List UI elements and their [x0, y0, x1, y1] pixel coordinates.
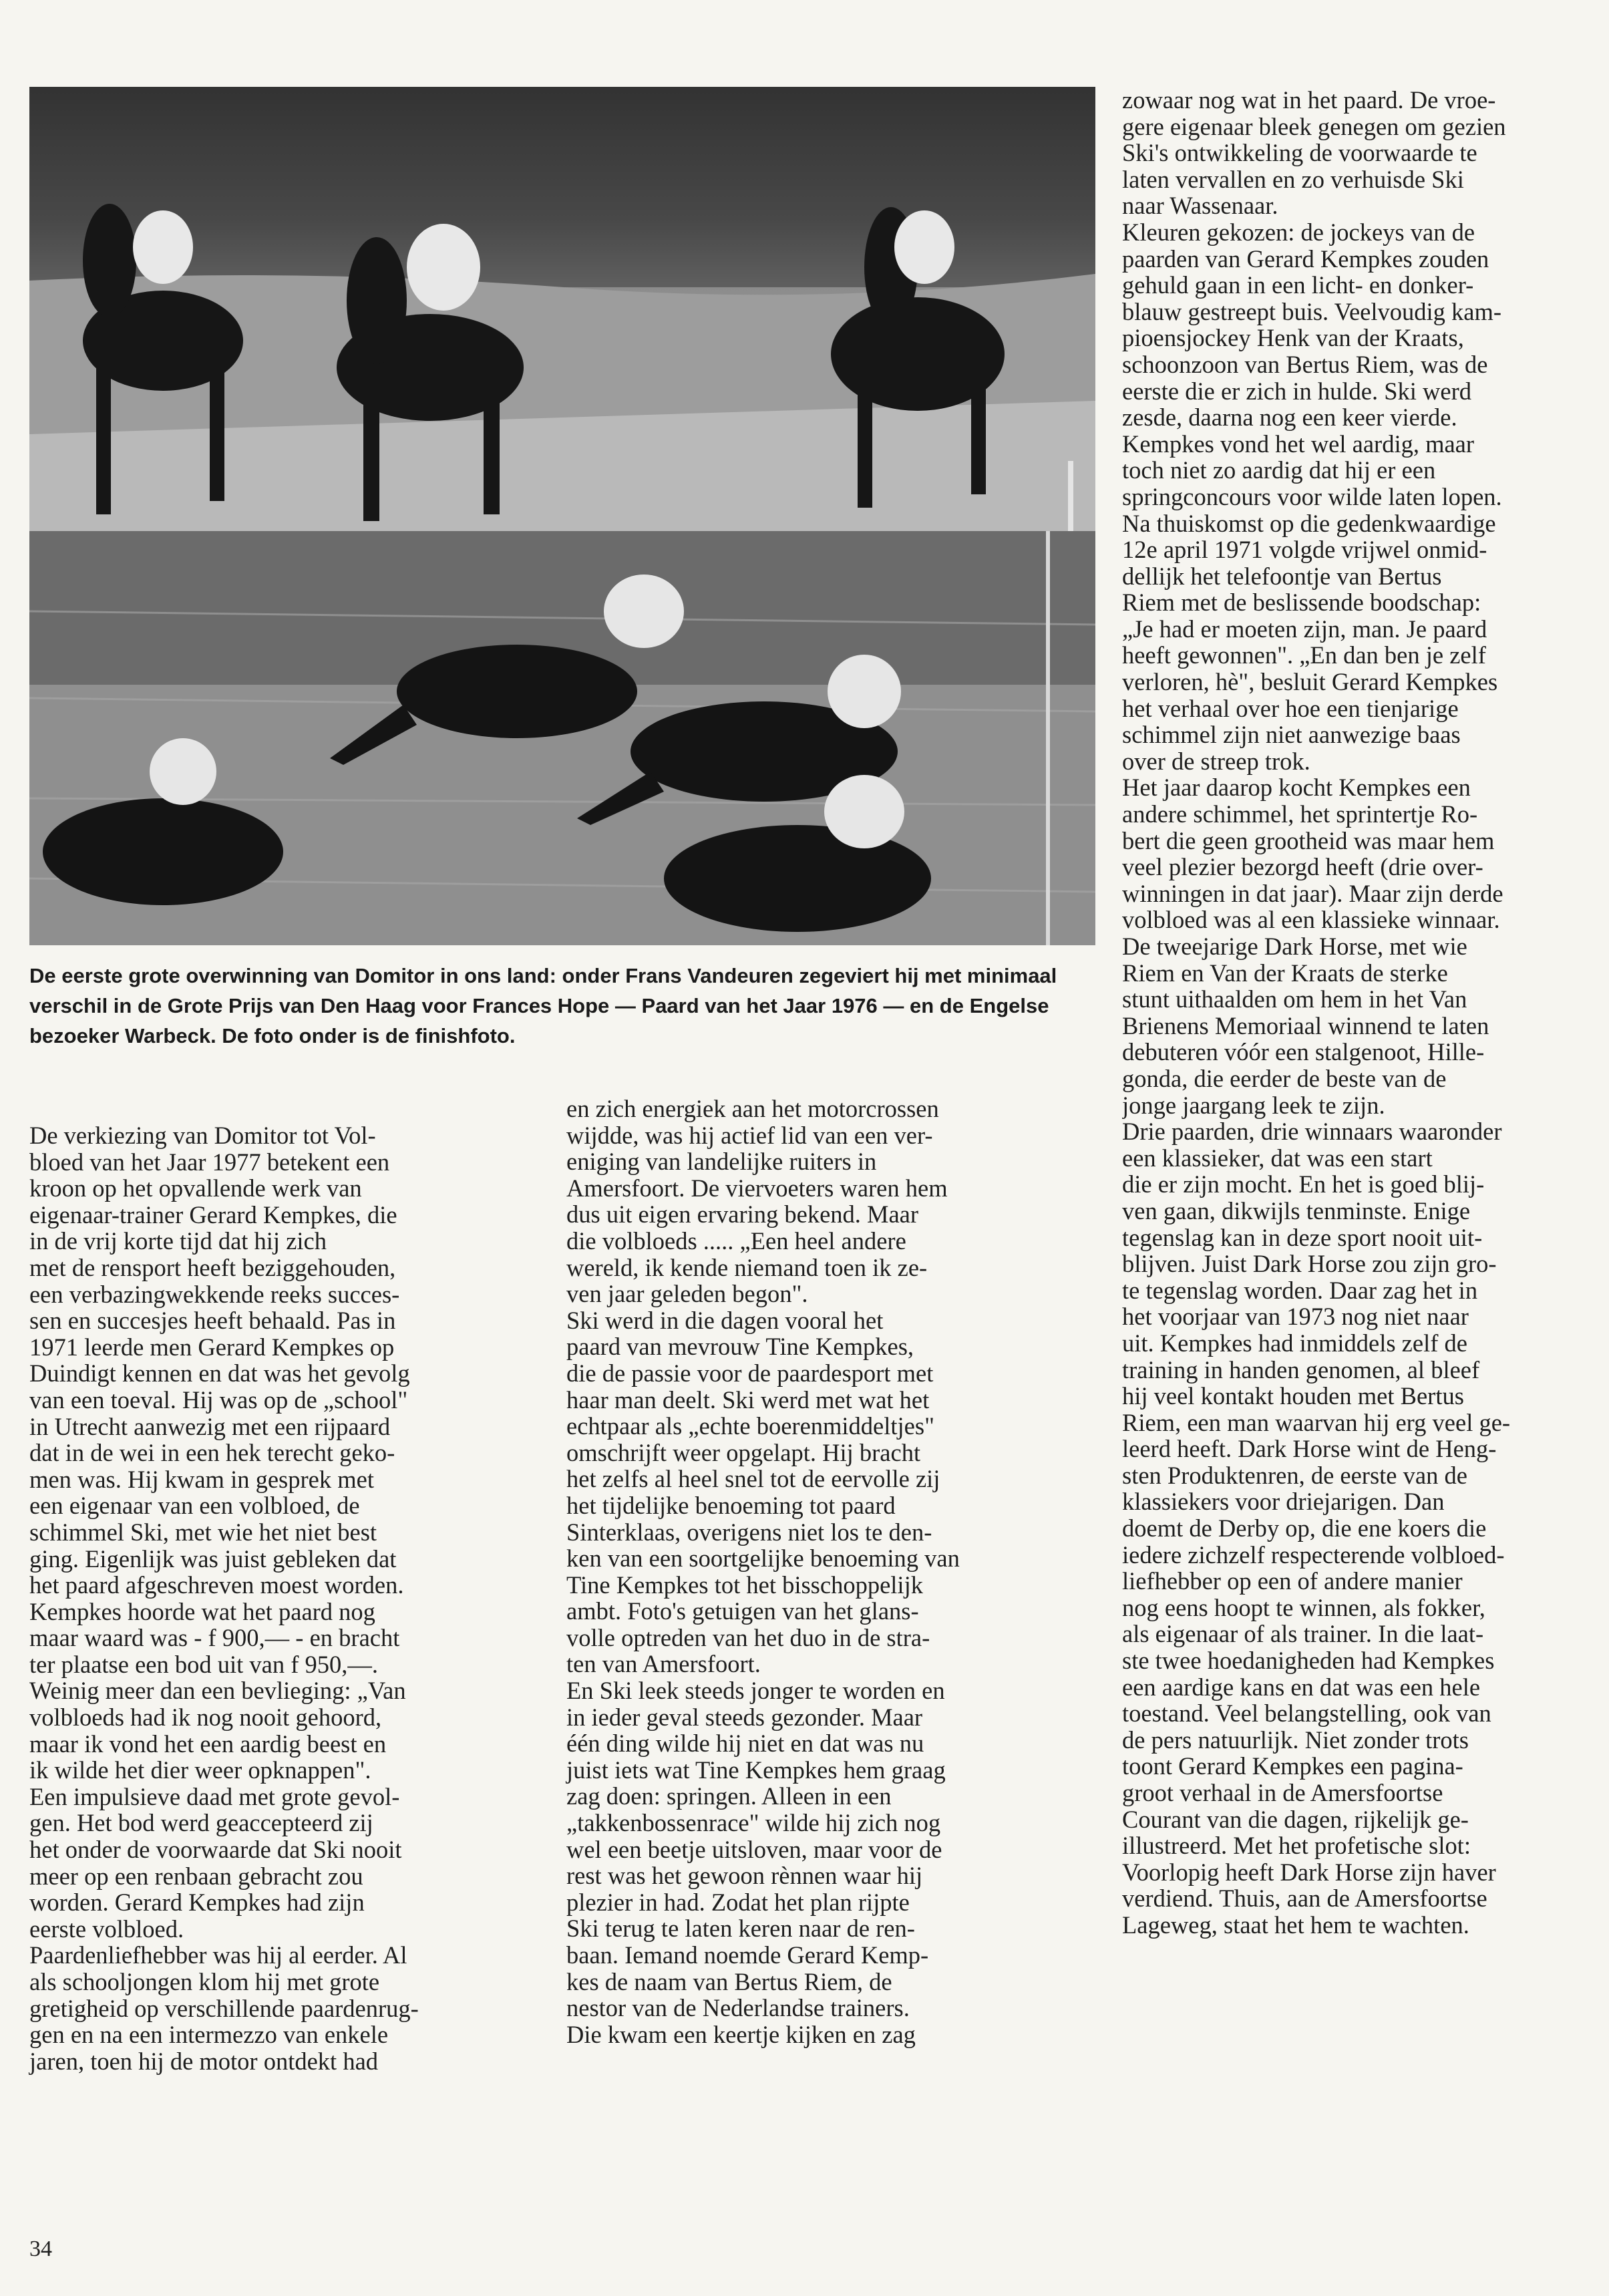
- article-line: Ski's ontwikkeling de voorwaarde te: [1122, 139, 1477, 167]
- article-line: Een impulsieve daad met grote gevol-: [29, 1782, 400, 1810]
- article-line: zowaar nog wat in het paard. De vroe-: [1122, 87, 1496, 114]
- article-line: het voorjaar van 1973 nog niet naar: [1122, 1303, 1469, 1331]
- article-line: heeft gewonnen". „En dan ben je zelf: [1122, 641, 1486, 669]
- article-line: jaren, toen hij de motor ontdekt had: [29, 2047, 379, 2075]
- article-line: wereld, ik kende niemand toen ik ze-: [566, 1253, 928, 1281]
- article-line: met de rensport heeft beziggehouden,: [29, 1253, 396, 1281]
- article-line: Lageweg, staat het hem te wachten.: [1122, 1911, 1469, 1939]
- article-line: gonda, die eerder de beste van de: [1122, 1064, 1447, 1092]
- article-line: eerste die er zich in hulde. Ski werd: [1122, 377, 1471, 405]
- article-line: andere schimmel, het sprintertje Ro-: [1122, 800, 1478, 828]
- finish-photo: [29, 531, 1095, 945]
- article-line: die volbloeds ..... „Een heel andere: [566, 1226, 906, 1255]
- article-line: uit. Kempkes had inmiddels zelf de: [1122, 1329, 1467, 1357]
- article-line: de pers natuurlijk. Niet zonder trots: [1122, 1726, 1469, 1754]
- article-line: leerd heeft. Dark Horse wint de Heng-: [1122, 1435, 1497, 1463]
- article-line: eniging van landelijke ruiters in: [566, 1148, 877, 1176]
- article-line: gretigheid op verschillende paardenrug-: [29, 1994, 419, 2022]
- article-line: jonge jaargang leek te zijn.: [1122, 1091, 1385, 1119]
- article-line: Weinig meer dan een bevlieging: „Van: [29, 1677, 406, 1705]
- article-line: Brienens Memoriaal winnend te laten: [1122, 1011, 1489, 1039]
- article-line: iedere zichzelf respecterende volbloed-: [1122, 1540, 1505, 1569]
- article-line: volle optreden van het duo in de stra-: [566, 1623, 930, 1651]
- article-line: in ieder geval steeds gezonder. Maar: [566, 1703, 923, 1731]
- article-line: te tegenslag worden. Daar zag het in: [1122, 1276, 1478, 1304]
- page-number: 34: [29, 2237, 52, 2261]
- article-line: Riem en Van der Kraats de sterke: [1122, 959, 1448, 987]
- article-line: echtpaar als „echte boerenmiddeltjes": [566, 1412, 934, 1440]
- article-line: verdiend. Thuis, aan de Amersfoortse: [1122, 1884, 1487, 1913]
- article-line: ten van Amersfoort.: [566, 1650, 761, 1678]
- article-line: stunt uithaalden om hem in het Van: [1122, 985, 1467, 1013]
- article-line: hij veel kontakt houden met Bertus: [1122, 1382, 1464, 1410]
- article-line: „Je had er moeten zijn, man. Je paard: [1122, 615, 1487, 643]
- article-line: in Utrecht aanwezig met een rijpaard: [29, 1412, 391, 1440]
- article-line: nog eens hoopt te winnen, als fokker,: [1122, 1593, 1485, 1621]
- article-line: paard van mevrouw Tine Kempkes,: [566, 1333, 914, 1361]
- article-line: nestor van de Nederlandse trainers.: [566, 1994, 910, 2022]
- article-line: in de vrij korte tijd dat hij zich: [29, 1227, 327, 1255]
- article-line: blijven. Juist Dark Horse zou zijn gro-: [1122, 1250, 1497, 1278]
- article-column-3: [1122, 87, 1609, 1939]
- article-line: Tine Kempkes tot het bisschoppelijk: [566, 1571, 923, 1599]
- article-line: omschrijft weer opgelapt. Hij bracht: [566, 1438, 921, 1466]
- article-line: Amersfoort. De viervoeters waren hem: [566, 1174, 948, 1202]
- article-line: illustreerd. Met het profetische slot:: [1122, 1832, 1471, 1860]
- article-line: Sinterklaas, overigens niet los te den-: [566, 1518, 932, 1546]
- article-line: meer op een renbaan gebracht zou: [29, 1862, 363, 1890]
- article-line: dellijk het telefoontje van Bertus: [1122, 562, 1442, 590]
- article-line: dus uit eigen ervaring bekend. Maar: [566, 1200, 919, 1228]
- article-line: bloed van het Jaar 1977 betekent een: [29, 1148, 390, 1176]
- article-line: zag doen: springen. Alleen in een: [566, 1782, 892, 1810]
- article-line: „takkenbossenrace" wilde hij zich nog: [566, 1809, 941, 1837]
- article-line: De verkiezing van Domitor tot Vol-: [29, 1122, 376, 1149]
- article-line: ter plaatse een bod uit van f 950,—.: [29, 1650, 378, 1678]
- article-line: bert die geen grootheid was maar hem: [1122, 826, 1495, 854]
- article-line: plezier in had. Zodat het plan rijpte: [566, 1888, 910, 1916]
- article-line: gehuld gaan in een licht- en donker-: [1122, 271, 1474, 299]
- article-line: laten vervallen en zo verhuisde Ski: [1122, 165, 1464, 193]
- article-line: kroon op het opvallende werk van: [29, 1174, 362, 1202]
- article-column-1: [29, 1122, 537, 2074]
- article-line: klassiekers voor driejarigen. Dan: [1122, 1488, 1445, 1516]
- article-line: toch niet zo aardig dat hij er een: [1122, 456, 1436, 484]
- article-line: schimmel zijn niet aanwezige baas: [1122, 721, 1461, 749]
- article-line: eigenaar-trainer Gerard Kempkes, die: [29, 1200, 397, 1228]
- article-line: Duindigt kennen en dat was het gevolg: [29, 1359, 410, 1387]
- article-line: Het jaar daarop kocht Kempkes een: [1122, 774, 1471, 802]
- article-line: winningen in dat jaar). Maar zijn derde: [1122, 879, 1503, 907]
- article-line: Kleuren gekozen: de jockeys van de: [1122, 218, 1475, 246]
- article-line: Paardenliefhebber was hij al eerder. Al: [29, 1941, 407, 1969]
- article-line: een verbazingwekkende reeks succes-: [29, 1280, 400, 1308]
- article-column-2: [566, 1096, 1087, 2047]
- article-line: pioensjockey Henk van der Kraats,: [1122, 324, 1464, 352]
- article-line: verloren, hè", besluit Gerard Kempkes: [1122, 668, 1498, 696]
- article-line: als schooljongen klom hij met grote: [29, 1968, 380, 1995]
- article-line: toont Gerard Kempkes een pagina-: [1122, 1752, 1463, 1780]
- article-line: haar man deelt. Ski werd met wat het: [566, 1385, 930, 1414]
- article-line: gen en na een intermezzo van enkele: [29, 2021, 389, 2049]
- article-line: het onder de voorwaarde dat Ski nooit: [29, 1836, 402, 1864]
- article-line: rest was het gewoon rènnen waar hij: [566, 1862, 923, 1890]
- article-line: 1971 leerde men Gerard Kempkes op: [29, 1333, 395, 1361]
- article-line: ik wilde het dier weer opknappen".: [29, 1756, 371, 1784]
- article-line: ven jaar geleden begon".: [566, 1280, 808, 1308]
- article-line: liefhebber op een of andere manier: [1122, 1567, 1463, 1595]
- article-line: groot verhaal in de Amersfoortse: [1122, 1779, 1443, 1806]
- article-line: debuteren vóór een stalgenoot, Hille-: [1122, 1038, 1485, 1066]
- article-line: één ding wilde hij niet en dat was nu: [566, 1730, 924, 1758]
- article-line: wel een beetje uitsloven, maar voor de: [566, 1835, 942, 1863]
- article-line: Riem met de beslissende boodschap:: [1122, 589, 1481, 617]
- article-line: schoonzoon van Bertus Riem, was de: [1122, 350, 1488, 378]
- article-line: maar waard was - f 900,— - en bracht: [29, 1624, 400, 1652]
- article-line: De tweejarige Dark Horse, met wie: [1122, 933, 1467, 960]
- article-line: sen en succesjes heeft behaald. Pas in: [29, 1307, 396, 1335]
- article-line: over de streep trok.: [1122, 747, 1310, 775]
- article-line: Die kwam een keertje kijken en zag: [566, 2020, 916, 2048]
- article-line: Ski werd in die dagen vooral het: [566, 1306, 884, 1334]
- article-line: veel plezier bezorgd heeft (drie over-: [1122, 853, 1483, 881]
- article-line: doemt de Derby op, die ene koers die: [1122, 1514, 1487, 1542]
- article-line: het verhaal over hoe een tienjarige: [1122, 694, 1459, 722]
- article-line: maar ik vond het een aardig beest en: [29, 1730, 387, 1758]
- article-line: en zich energiek aan het motorcrossen: [566, 1095, 939, 1122]
- article-line: kes de naam van Bertus Riem, de: [566, 1967, 892, 1995]
- article-line: blauw gestreept buis. Veelvoudig kam-: [1122, 297, 1501, 325]
- article-line: een aardige kans en dat was een hele: [1122, 1673, 1481, 1701]
- article-line: die er zijn mocht. En het is goed blij-: [1122, 1170, 1485, 1198]
- article-line: als eigenaar of als trainer. In die laat-: [1122, 1620, 1484, 1648]
- article-line: Kempkes vond het wel aardig, maar: [1122, 430, 1475, 458]
- article-line: En Ski leek steeds jonger te worden en: [566, 1677, 945, 1705]
- article-line: het tijdelijke benoeming tot paard: [566, 1491, 896, 1519]
- article-line: Ski terug te laten keren naar de ren-: [566, 1915, 915, 1943]
- article-line: training in handen genomen, al bleef: [1122, 1355, 1480, 1383]
- article-line: wijdde, was hij actief lid van een ver-: [566, 1121, 933, 1149]
- article-line: men was. Hij kwam in gesprek met: [29, 1465, 374, 1493]
- article-line: volbloed was al een klassieke winnaar.: [1122, 906, 1500, 934]
- article-line: zesde, daarna nog een keer vierde.: [1122, 403, 1457, 432]
- photo-caption: De eerste grote overwinning van Domitor in ons land: onder Frans Vandeuren zegeviert hij met minimaal verschil in de Grote Prijs van Den Haag voor Frances Hope — Paard van het Jaar 1976 — en de Engelse bezoeker Warbeck. De foto onder is de finishfoto.: [29, 964, 1057, 1047]
- article-line: een klassieker, dat was een start: [1122, 1144, 1433, 1172]
- race-photo-top: [29, 87, 1095, 531]
- article-line: ging. Eigenlijk was juist gebleken dat: [29, 1544, 397, 1573]
- article-line: gere eigenaar bleek genegen om gezien: [1122, 112, 1506, 140]
- article-line: tegenslag kan in deze sport nooit uit-: [1122, 1223, 1483, 1251]
- article-line: een eigenaar van een volbloed, de: [29, 1492, 360, 1520]
- article-line: ven gaan, dikwijls tenminste. Enige: [1122, 1196, 1471, 1224]
- article-line: eerste volbloed.: [29, 1915, 184, 1943]
- article-line: Riem, een man waarvan hij erg veel ge-: [1122, 1408, 1511, 1436]
- article-line: juist iets wat Tine Kempkes hem graag: [566, 1756, 946, 1784]
- article-line: baan. Iemand noemde Gerard Kemp-: [566, 1941, 929, 1969]
- article-line: dat in de wei in een hek terecht geko-: [29, 1439, 395, 1467]
- article-line: het paard afgeschreven moest worden.: [29, 1571, 404, 1599]
- article-line: Na thuiskomst op die gedenkwaardige: [1122, 509, 1496, 537]
- article-line: naar Wassenaar.: [1122, 192, 1278, 220]
- article-line: ambt. Foto's getuigen van het glans-: [566, 1597, 919, 1625]
- article-line: worden. Gerard Kempkes had zijn: [29, 1889, 365, 1917]
- article-line: sten Produktenren, de eerste van de: [1122, 1461, 1467, 1489]
- article-line: Voorlopig heeft Dark Horse zijn haver: [1122, 1858, 1496, 1886]
- article-line: paarden van Gerard Kempkes zouden: [1122, 244, 1489, 273]
- article-line: ken van een soortgelijke benoeming van: [566, 1544, 960, 1573]
- article-line: volbloeds had ik nog nooit gehoord,: [29, 1703, 382, 1732]
- article-line: ste twee hoedanigheden had Kempkes: [1122, 1647, 1495, 1675]
- article-line: toestand. Veel belangstelling, ook van: [1122, 1699, 1491, 1728]
- article-line: het zelfs al heel snel tot de eervolle zij: [566, 1465, 940, 1493]
- article-line: Kempkes hoorde wat het paard nog: [29, 1597, 375, 1625]
- article-line: die de passie voor de paardesport met: [566, 1359, 934, 1387]
- article-line: gen. Het bod werd geaccepteerd zij: [29, 1809, 373, 1837]
- article-line: springconcours voor wilde laten lopen.: [1122, 482, 1502, 510]
- article-line: Drie paarden, drie winnaars waaronder: [1122, 1118, 1502, 1146]
- article-line: schimmel Ski, met wie het niet best: [29, 1518, 377, 1546]
- article-line: van een toeval. Hij was op de „school": [29, 1385, 408, 1414]
- article-line: 12e april 1971 volgde vrijwel onmid-: [1122, 536, 1487, 564]
- article-line: Courant van die dagen, rijkelijk ge-: [1122, 1805, 1469, 1833]
